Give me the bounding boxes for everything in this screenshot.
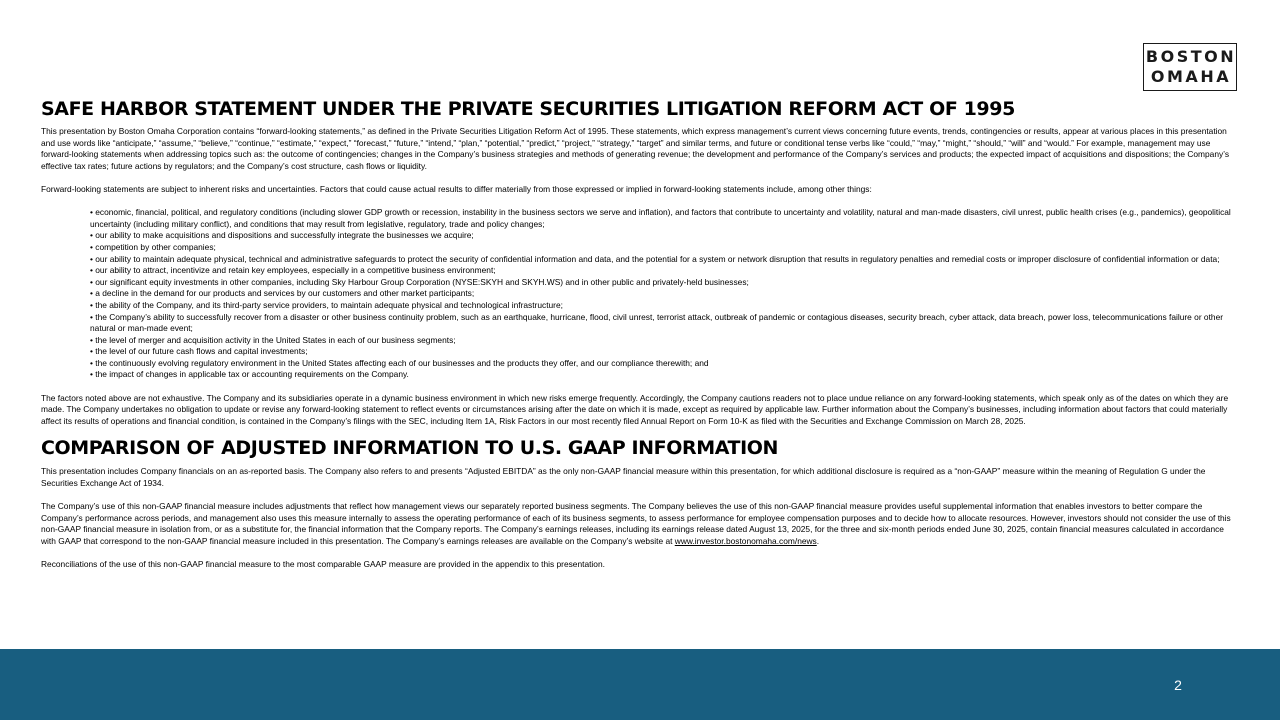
footer-band xyxy=(0,649,1280,720)
safe-harbor-closing: The factors noted above are not exhaustive. The Company and its subsidiaries operate in a dynamic business environment in which new risks emerge frequently. Accordingly, the Company cautions readers not to place undue reliance on any forward-looking statements, which speak only as of the dates on which they are made. The Company undertakes no obligation to update or revise any forward-looking statement to reflect events or circumstances arising after the date on which it is made, except as required by applicable law. Further information about the Company’s businesses, including information about factors that could materially affect its results of operations and financial condition, is contained in the Company’s filings with the SEC, including Item 1A, Risk Factors in our most recently filed Annual Report on Form 10-K as filed with the Securities and Exchange Commission on March 28, 2025. xyxy=(41,392,1229,426)
gaap-paragraph-2-end: . xyxy=(816,536,820,546)
logo-line-1: BOSTON xyxy=(1145,47,1237,66)
page-number: 2 xyxy=(1174,677,1182,693)
list-item: • competition by other companies; xyxy=(90,241,216,252)
risk-factors-list xyxy=(41,207,1241,381)
list-item: • our ability to make acquisitions and dispositions and successfully integrate the businesses we acquire; xyxy=(90,230,474,241)
logo-line-2: OMAHA xyxy=(1150,67,1232,86)
gaap-paragraph-2-text: The Company’s use of this non-GAAP financial measure includes adjustments that reflect how management views our separately reported business segments. The Company believes the use of this non-GAAP financial measure provides useful supplemental information that enables investors to better compare the Company’s performance across periods, and management also uses this measure internally to assess the operating performance of each of its business segments, to assess performance for employee compensation purposes and to decide how to allocate resources. However, investors should not consider the use of this non-GAAP financial measure in isolation from, or as a substitute for, the financial information that the Company reports. The Company’s earnings releases, including its earnings release dated August 13, 2025, for the three and six-month periods ended June 30, 2025, contain financial measures calculated in accordance with GAAP that correspond to the non-GAAP financial measure included in this presentation. The Company’s earnings releases are available on the Company’s website at xyxy=(41,501,1231,546)
investor-news-link[interactable]: www.investor.bostonomaha.com/news xyxy=(674,536,817,546)
gaap-paragraph-2 xyxy=(41,501,1241,547)
list-item: • a decline in the demand for our products and services by our customers and other market participants; xyxy=(90,288,475,299)
list-item: • the impact of changes in applicable tax or accounting requirements on the Company. xyxy=(90,369,409,380)
list-item: • the continuously evolving regulatory environment in the United States affecting each of our businesses and the products they offer, and our compliance therewith; and xyxy=(90,357,709,368)
risk-factors-intro: Forward-looking statements are subject to inherent risks and uncertainties. Factors that could cause actual results to differ materially from those expressed or implied in forward-looking statements include, among other things: xyxy=(41,183,872,194)
slide-content xyxy=(41,96,1241,571)
list-item: • our ability to maintain adequate physical, technical and administrative safeguards to protect the security of confidential information and data, and the potential for a system or network disruption that results in regulatory penalties and remedial costs or improper disclosure of confidential information or data; xyxy=(90,253,1220,264)
gaap-paragraph-1: This presentation includes Company financials on an as-reported basis. The Company also refers to and presents “Adjusted EBITDA” as the only non-GAAP financial measure within this presentation, for which additional disclosure is required as a “non-GAAP” measure within the meaning of Regulation G under the Securities Exchange Act of 1934. xyxy=(41,466,1206,489)
list-item: • the ability of the Company, and its third-party service providers, to maintain adequate physical and technological infrastructure; xyxy=(90,299,563,310)
safe-harbor-heading: SAFE HARBOR STATEMENT UNDER THE PRIVATE SECURITIES LITIGATION REFORM ACT OF 1995 xyxy=(41,98,1015,120)
list-item: • economic, financial, political, and regulatory conditions (including slower GDP growth or recession, instability in the business sectors we serve and inflation), and factors that contribute to uncertainty and volatility, natural and man-made disasters, civil unrest, public health crises (e.g., pandemics), geopolitical uncertainty (including military conflict), and conditions that may result from legislative, regulatory, trade and policy changes; xyxy=(90,207,1231,229)
safe-harbor-intro: This presentation by Boston Omaha Corporation contains “forward-looking statements,” as defined in the Private Securities Litigation Reform Act of 1995. These statements, which express management’s current views concerning future events, trends, contingencies or results, appear at various places in this presentation and use words like “anticipate,” “assume,” “believe,” “continue,” “estimate,” “expect,” “forecast,” “future,” “intend,” “plan,” “potential,” “predict,” “project,” “strategy,” “target” and similar terms, and future or conditional tense verbs like “could,” “may,” “might,” “should,” “will” and “would.” For example, management may use forward-looking statements when addressing topics such as: the outcome of contingencies; changes in the Company’s business strategies and methods of generating revenue; the development and performance of the Company’s services and products; the expected impact of acquisitions and dispositions; the Company’s effective tax rates; future actions by regulators; and the Company’s cost structure, cash flows or liquidity. xyxy=(41,126,1230,171)
list-item: • our significant equity investments in other companies, including Sky Harbour Group Corporation (NYSE:SKYH and SKYH.WS) and in other public and privately-held businesses; xyxy=(90,276,749,287)
list-item: • our ability to attract, incentivize and retain key employees, especially in a competitive business environment; xyxy=(90,265,496,276)
list-item: • the level of merger and acquisition activity in the United States in each of our business segments; xyxy=(90,334,456,345)
gaap-heading: COMPARISON OF ADJUSTED INFORMATION TO U.S. GAAP INFORMATION xyxy=(41,437,779,460)
list-item: • the Company’s ability to successfully recover from a disaster or other business continuity problem, such as an earthquake, hurricane, flood, civil unrest, terrorist attack, outbreak of pandemic or contagious diseases, security breach, cyber attack, data breach, power loss, telecommunications failure or other natural or man-made event; xyxy=(90,311,1224,334)
list-item: • the level of our future cash flows and capital investments; xyxy=(90,346,308,357)
boston-omaha-logo xyxy=(1143,43,1237,91)
gaap-paragraph-3: Reconciliations of the use of this non-GAAP financial measure to the most comparable GAAP measure are provided in the appendix to this presentation. xyxy=(41,559,605,570)
